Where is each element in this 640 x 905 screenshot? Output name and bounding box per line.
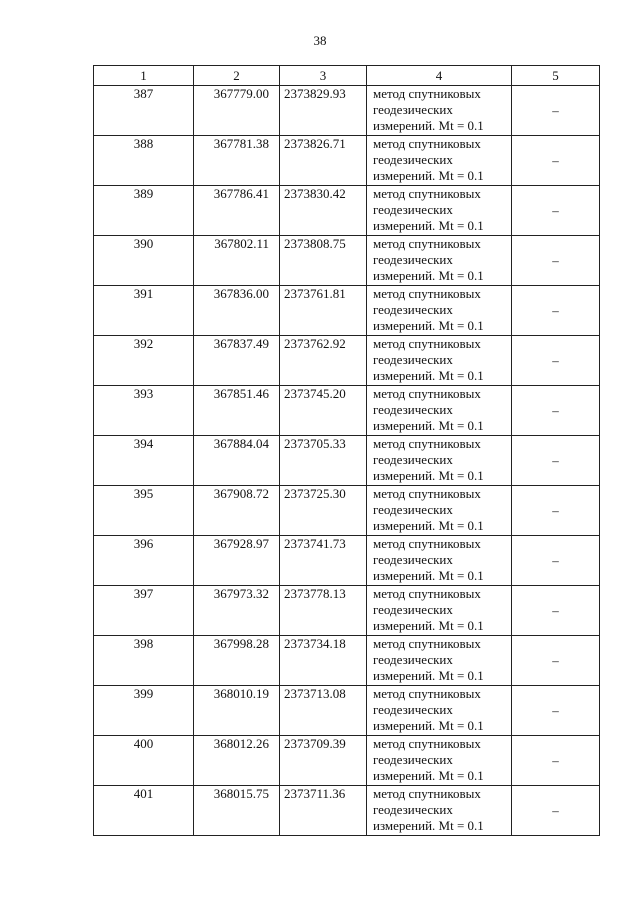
note-cell: – — [512, 386, 600, 436]
method-cell — [367, 636, 512, 686]
method-line: измерений. Mt = 0.1 — [373, 168, 484, 183]
method-line: геодезических — [373, 202, 453, 217]
method-line: измерений. Mt = 0.1 — [373, 618, 484, 633]
x-coordinate-cell: 367837.49 — [194, 336, 280, 386]
method-line: измерений. Mt = 0.1 — [373, 818, 484, 833]
x-coordinate-cell: 367998.28 — [194, 636, 280, 686]
y-coordinate-cell: 2373734.18 — [280, 636, 367, 686]
method-cell — [367, 336, 512, 386]
column-header-2: 2 — [194, 66, 280, 86]
y-coordinate-cell: 2373705.33 — [280, 436, 367, 486]
note-cell: – — [512, 186, 600, 236]
method-line: измерений. Mt = 0.1 — [373, 268, 484, 283]
method-line: геодезических — [373, 252, 453, 267]
column-header-5: 5 — [512, 66, 600, 86]
method-cell — [367, 86, 512, 136]
method-line: измерений. Mt = 0.1 — [373, 318, 484, 333]
method-line: метод спутниковых — [373, 236, 481, 251]
note-cell: – — [512, 486, 600, 536]
method-cell — [367, 286, 512, 336]
page-number: 38 — [313, 33, 327, 48]
method-line: геодезических — [373, 352, 453, 367]
method-line: метод спутниковых — [373, 286, 481, 301]
table-row — [94, 136, 600, 186]
method-line: геодезических — [373, 702, 453, 717]
point-number-cell: 398 — [94, 636, 194, 686]
table-row — [94, 86, 600, 136]
note-cell: – — [512, 586, 600, 636]
method-line: метод спутниковых — [373, 736, 481, 751]
point-number-cell: 390 — [94, 236, 194, 286]
y-coordinate-cell: 2373713.08 — [280, 686, 367, 736]
method-cell — [367, 536, 512, 586]
method-line: измерений. Mt = 0.1 — [373, 518, 484, 533]
x-coordinate-cell: 367802.11 — [194, 236, 280, 286]
method-line: метод спутниковых — [373, 336, 481, 351]
point-number-cell: 392 — [94, 336, 194, 386]
note-cell: – — [512, 686, 600, 736]
method-line: метод спутниковых — [373, 86, 481, 101]
table-row — [94, 486, 600, 536]
y-coordinate-cell: 2373829.93 — [280, 86, 367, 136]
x-coordinate-cell: 368012.26 — [194, 736, 280, 786]
y-coordinate-cell: 2373762.92 — [280, 336, 367, 386]
method-cell — [367, 486, 512, 536]
point-number-cell: 399 — [94, 686, 194, 736]
method-cell — [367, 686, 512, 736]
y-coordinate-cell: 2373826.71 — [280, 136, 367, 186]
method-line: геодезических — [373, 152, 453, 167]
note-cell: – — [512, 636, 600, 686]
point-number-cell: 394 — [94, 436, 194, 486]
x-coordinate-cell: 367836.00 — [194, 286, 280, 336]
y-coordinate-cell: 2373808.75 — [280, 236, 367, 286]
column-header-1: 1 — [94, 66, 194, 86]
table-row — [94, 336, 600, 386]
note-cell: – — [512, 536, 600, 586]
method-line: геодезических — [373, 102, 453, 117]
x-coordinate-cell: 368015.75 — [194, 786, 280, 836]
note-cell: – — [512, 86, 600, 136]
point-number-cell: 397 — [94, 586, 194, 636]
table-row — [94, 386, 600, 436]
method-line: метод спутниковых — [373, 636, 481, 651]
method-cell — [367, 136, 512, 186]
method-line: измерений. Mt = 0.1 — [373, 668, 484, 683]
method-line: метод спутниковых — [373, 536, 481, 551]
method-line: метод спутниковых — [373, 386, 481, 401]
method-line: геодезических — [373, 402, 453, 417]
method-line: метод спутниковых — [373, 186, 481, 201]
table-row — [94, 786, 600, 836]
method-line: метод спутниковых — [373, 686, 481, 701]
point-number-cell: 400 — [94, 736, 194, 786]
y-coordinate-cell: 2373761.81 — [280, 286, 367, 336]
table-header-row — [94, 66, 600, 86]
note-cell: – — [512, 336, 600, 386]
method-line: измерений. Mt = 0.1 — [373, 468, 484, 483]
x-coordinate-cell: 367786.41 — [194, 186, 280, 236]
point-number-cell: 388 — [94, 136, 194, 186]
method-line: измерений. Mt = 0.1 — [373, 768, 484, 783]
point-number-cell: 387 — [94, 86, 194, 136]
point-number-cell: 395 — [94, 486, 194, 536]
method-line: измерений. Mt = 0.1 — [373, 418, 484, 433]
y-coordinate-cell: 2373741.73 — [280, 536, 367, 586]
method-line: измерений. Mt = 0.1 — [373, 568, 484, 583]
x-coordinate-cell: 367973.32 — [194, 586, 280, 636]
table-row — [94, 736, 600, 786]
note-cell: – — [512, 786, 600, 836]
method-cell — [367, 186, 512, 236]
point-number-cell: 391 — [94, 286, 194, 336]
y-coordinate-cell: 2373725.30 — [280, 486, 367, 536]
method-cell — [367, 436, 512, 486]
coordinates-table — [93, 65, 600, 836]
method-line: измерений. Mt = 0.1 — [373, 218, 484, 233]
note-cell: – — [512, 736, 600, 786]
table-row — [94, 536, 600, 586]
method-line: геодезических — [373, 802, 453, 817]
method-line: геодезических — [373, 552, 453, 567]
note-cell: – — [512, 286, 600, 336]
method-line: геодезических — [373, 752, 453, 767]
x-coordinate-cell: 367779.00 — [194, 86, 280, 136]
method-line: измерений. Mt = 0.1 — [373, 718, 484, 733]
method-line: измерений. Mt = 0.1 — [373, 118, 484, 133]
y-coordinate-cell: 2373709.39 — [280, 736, 367, 786]
y-coordinate-cell: 2373830.42 — [280, 186, 367, 236]
note-cell: – — [512, 236, 600, 286]
x-coordinate-cell: 367884.04 — [194, 436, 280, 486]
point-number-cell: 393 — [94, 386, 194, 436]
point-number-cell: 389 — [94, 186, 194, 236]
method-line: метод спутниковых — [373, 436, 481, 451]
table-row — [94, 186, 600, 236]
x-coordinate-cell: 367928.97 — [194, 536, 280, 586]
y-coordinate-cell: 2373778.13 — [280, 586, 367, 636]
y-coordinate-cell: 2373745.20 — [280, 386, 367, 436]
method-cell — [367, 736, 512, 786]
method-line: геодезических — [373, 302, 453, 317]
table-body — [94, 86, 600, 836]
table-row — [94, 686, 600, 736]
method-line: измерений. Mt = 0.1 — [373, 368, 484, 383]
method-cell — [367, 586, 512, 636]
x-coordinate-cell: 367781.38 — [194, 136, 280, 186]
table-row — [94, 636, 600, 686]
x-coordinate-cell: 368010.19 — [194, 686, 280, 736]
y-coordinate-cell: 2373711.36 — [280, 786, 367, 836]
method-cell — [367, 236, 512, 286]
x-coordinate-cell: 367908.72 — [194, 486, 280, 536]
method-line: метод спутниковых — [373, 486, 481, 501]
x-coordinate-cell: 367851.46 — [194, 386, 280, 436]
column-header-4: 4 — [367, 66, 512, 86]
table-row — [94, 236, 600, 286]
method-cell — [367, 386, 512, 436]
method-line: геодезических — [373, 502, 453, 517]
note-cell: – — [512, 436, 600, 486]
method-line: геодезических — [373, 652, 453, 667]
method-line: геодезических — [373, 602, 453, 617]
table-row — [94, 286, 600, 336]
method-line: метод спутниковых — [373, 786, 481, 801]
column-header-3: 3 — [280, 66, 367, 86]
point-number-cell: 401 — [94, 786, 194, 836]
table-row — [94, 436, 600, 486]
method-line: геодезических — [373, 452, 453, 467]
method-line: метод спутниковых — [373, 586, 481, 601]
method-line: метод спутниковых — [373, 136, 481, 151]
point-number-cell: 396 — [94, 536, 194, 586]
method-cell — [367, 786, 512, 836]
note-cell: – — [512, 136, 600, 186]
table-row — [94, 586, 600, 636]
